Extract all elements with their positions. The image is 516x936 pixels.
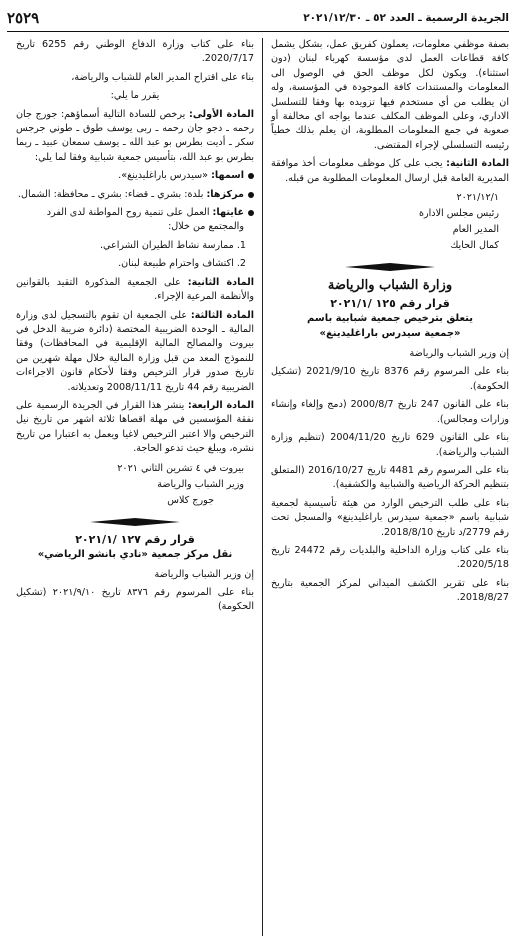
bullet-text: العمل على تنمية روح المواطنة لدى الفرد والمجتمع من خلال: [46, 207, 244, 233]
bullet-label: غايتها: [212, 207, 244, 219]
left-column [16, 38, 262, 936]
article-1 [16, 108, 254, 166]
bullet-label: مركزها: [206, 188, 244, 200]
gazette-header-title: الجريدة الرسمية ـ العدد ٥٢ ـ ٢٠٢١/١٢/٣٠ [303, 12, 509, 24]
numbered-item: 2. اكتشاف واحترام طبيعة لبنان. [118, 258, 246, 270]
decision-subject: يتعلق بترخيص جمعية شبابية باسم [307, 313, 473, 325]
legal-basis: بناء على المرسوم رقم 8376 تاريخ 2021/9/10 (تشكيل الحكومة). [271, 366, 509, 392]
legal-basis: بناء على القانون 629 تاريخ 2004/11/20 (تنظيم وزارة الشباب والرياضة). [271, 432, 509, 458]
decision-number: قرار رقم ١٢٧ /٢٠٢١/١ [75, 532, 195, 546]
legal-basis: بناء على تقرير الكشف الميداني لمركز الجمعية بتاريخ 2018/8/27. [271, 577, 509, 604]
decision-number: قرار رقم ١٢٥ /٢٠٢١/١ [330, 297, 450, 311]
bullet-item [16, 188, 254, 202]
minister-preamble: إن وزير الشباب والرياضة [409, 348, 509, 360]
bullet-icon [248, 210, 254, 216]
right-column [263, 38, 509, 936]
article-label: المادة الثانية: [187, 276, 254, 288]
article-text: على الجمعية ان تقوم بالتسجيل لدى وزارة المالية ـ الوحدة الضريبية المختصة (دائرة ضريبة الدخل في بيروت والمصالح المالية الإقليمية في المحافظات) وفقا للنموذج المعد من قبل وزارة المالية خلال مهلة شهرين من تاريخ صدور قرار الترخيص وفقا لأحكام قانون الاجراءات الضريبية رقم 44 تاريخ 2008/11/11 وتعديلاته. [16, 309, 254, 393]
article-label: المادة الثانية: [446, 158, 509, 170]
article-2 [16, 276, 254, 305]
signature-date: ٢٠٢١/١٢/١ [456, 192, 499, 204]
continued-paragraph: بصفة موظفي معلومات، يعملون كفريق عمل، بشكل يشمل كافة قطاعات العمل لدى مؤسسة كهرباء لبنان (دون استثناء). ويكون لكل موظف الحق في الوصول الى المعلومات والمستندات كافة الموجودة في المؤسسة، وله ان يطلب من أي مستخدم فيها تزويده بها وفقا للتسلسل الاداري، وعلى الموظف المكلف عندما يواجه اي مخالفة أو صعوبة في جمع المعلومات المطلوبة، ان يعلم بذلك خطياً رئيسه التسلسلي لإجراء المقتضى. [271, 39, 509, 151]
legal-basis: بناء على المرسوم رقم ٨٣٧٦ تاريخ ٢٠٢١/٩/١٠ (تشكيل الحكومة) [16, 586, 254, 613]
bullet-icon [248, 192, 254, 198]
ministry-section-title: وزارة الشباب والرياضة [327, 278, 453, 294]
article-label: المادة الأولى: [188, 108, 254, 120]
signature-title: رئيس مجلس الادارة [418, 208, 499, 220]
article-label: المادة الرابعة: [187, 399, 254, 411]
article-text: يجب على كل موظف معلومات أخذ موافقة المديرية العامة قبل ارسال المعلومات المطلوبة من قبله. [271, 158, 509, 184]
signature-title: وزير الشباب والرياضة [157, 478, 244, 490]
legal-basis: بناء على المرسوم رقم 4481 تاريخ 2016/10/27 (المتعلق بتنظيم الحركة الرياضية والشبابية والكشفية). [271, 464, 509, 491]
column-rule [262, 38, 263, 936]
legal-basis: بناء على كتاب وزارة الدفاع الوطني رقم 6255 تاريخ 2020/7/17. [16, 39, 255, 65]
article-2 [271, 157, 509, 186]
article-3 [16, 309, 254, 395]
article-text: يرخص للسادة التالية أسماؤهم: جورج جان رحمه ـ دجو جان رحمه ـ ربى يوسف طوق ـ طوني جرجس سكر ـ أديت بطرس بو عبد الله ـ يوسف سمعان عبيد ـ ريما بطرس بو عبد الله، بتأسيس جمعية شبابية وفقا لما يلي: [16, 108, 254, 163]
article-4 [16, 399, 254, 457]
legal-basis: بناء على كتاب وزارة الداخلية والبلديات رقم 24472 تاريخ 2020/5/18. [271, 544, 509, 571]
decision-subject: نقل مركز جمعية «نادي بانشو الرياضي» [37, 548, 233, 560]
article-text: على الجمعية المذكورة التقيد بالقوانين والأنظمة المرعية الإجراء. [16, 276, 254, 303]
association-name: «جمعية سيدرس باراغليدينغ» [319, 328, 461, 340]
bullet-item [16, 206, 254, 235]
numbered-item: 1. ممارسة نشاط الطيران الشراعي. [99, 239, 246, 251]
bullet-text: «سيدرس باراغليدينغ». [118, 170, 212, 182]
two-column-body [7, 38, 509, 936]
minister-preamble: إن وزير الشباب والرياضة [154, 568, 254, 580]
signature-name: جورج كلاس [167, 494, 214, 506]
page-number: ٢٥٢٩ [7, 9, 40, 27]
signature-name: كمال الحايك [450, 240, 499, 252]
legal-basis: بناء على القانون 247 تاريخ 2000/8/7 (دمج وإلغاء وإنشاء وزارات ومجالس). [271, 399, 509, 425]
bullet-label: اسمها: [211, 170, 244, 182]
page-header [7, 8, 509, 32]
signature-title: المدير العام [452, 224, 499, 236]
legal-basis: بناء على اقتراح المدير العام للشباب والرياضة، [71, 71, 254, 83]
article-label: المادة الثالثة: [190, 309, 254, 321]
legal-basis: بناء على طلب الترخيص الوارد من هيئة تأسيسية لجمعية شبابية باسم «جمعية سيدرس باراغليدينغ» والمسجل تحت رقم 2779/د تاريخ 2018/8/10. [271, 497, 509, 538]
section-divider [271, 262, 509, 272]
bullet-text: بلدة: بشري ـ قضاء: بشري ـ محافظة: الشمال. [17, 188, 207, 200]
bullet-icon [248, 173, 254, 179]
section-divider [16, 517, 254, 527]
bullet-item [16, 169, 254, 183]
signature-date: بيروت في ٤ تشرين الثاني ٢٠٢١ [117, 462, 244, 474]
decides-heading: يقرر ما يلي: [110, 90, 160, 102]
article-text: ينشر هذا القرار في الجريدة الرسمية على نفقة المؤسسين في مهلة اقصاها ثلاثة اشهر من تاريخ نيل الترخيص والا اعتبر الترخيص لاغيا ويعمل به اعتبارا من تاريخ نشره، ويبلغ حيث تدعو الحاجة. [16, 399, 254, 455]
